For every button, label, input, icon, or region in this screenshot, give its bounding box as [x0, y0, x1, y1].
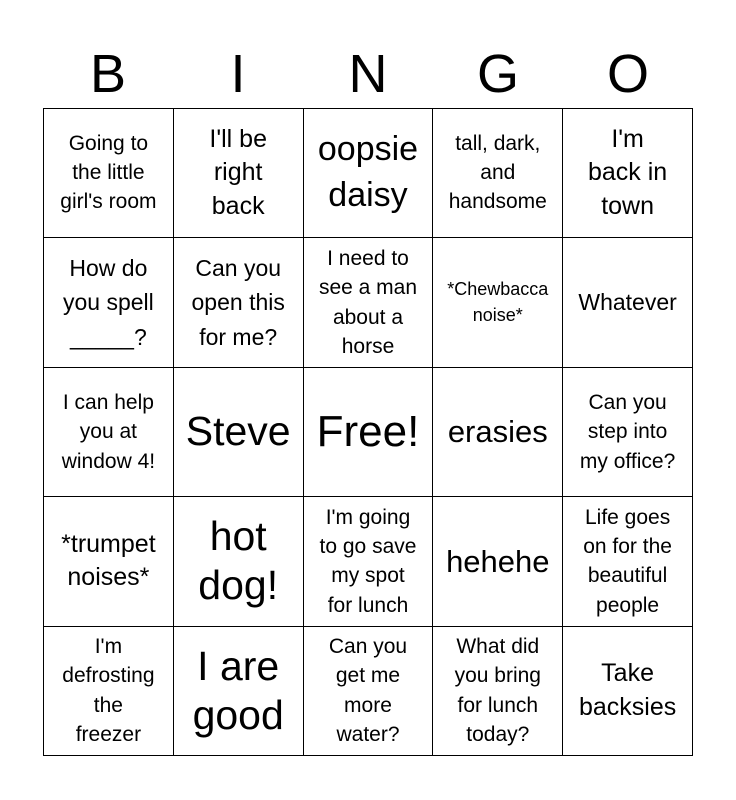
- bingo-cell-b2[interactable]: [44, 238, 174, 367]
- bingo-cell-n1[interactable]: [304, 109, 434, 238]
- cell-label: I'll be right back: [209, 124, 267, 221]
- cell-label: I'm going to go save my spot for lunch: [319, 505, 417, 617]
- cell-label: I are good: [192, 642, 284, 738]
- header-letter-i: I: [230, 44, 246, 104]
- header-letter-b: B: [89, 44, 127, 104]
- cell-label: Whatever: [578, 289, 677, 316]
- cell-label: Can you open this for me?: [191, 254, 285, 350]
- cell-label: I'm back in town: [587, 124, 668, 221]
- header-letter-g: G: [476, 44, 519, 104]
- cell-label: I can help you at window 4!: [61, 390, 156, 473]
- bingo-cell-i1[interactable]: [174, 109, 304, 238]
- cell-label: I'm defrosting the freezer: [62, 635, 155, 747]
- bingo-cell-g1[interactable]: [433, 109, 563, 238]
- bingo-cell-o2[interactable]: [563, 238, 693, 367]
- bingo-cell-i5[interactable]: [174, 627, 304, 756]
- bingo-cell-o5[interactable]: [563, 627, 693, 756]
- bingo-header: [43, 40, 693, 108]
- bingo-cell-o4[interactable]: [563, 497, 693, 626]
- bingo-cell-n5[interactable]: [304, 627, 434, 756]
- bingo-cell-o1[interactable]: [563, 109, 693, 238]
- cell-label: Can you step into my office?: [579, 390, 676, 473]
- bingo-cell-g5[interactable]: [433, 627, 563, 756]
- bingo-board: [43, 108, 693, 756]
- cell-label: What did you bring for lunch today?: [454, 635, 541, 747]
- cell-label: oopsie daisy: [317, 130, 419, 215]
- cell-label: Steve: [185, 408, 291, 455]
- bingo-cell-n3[interactable]: [304, 368, 434, 497]
- cell-label: hot dog!: [198, 513, 279, 609]
- cell-label: How do you spell _____?: [63, 254, 154, 350]
- cell-label: *trumpet noises*: [61, 529, 156, 592]
- bingo-cell-i4[interactable]: [174, 497, 304, 626]
- bingo-cell-n2[interactable]: [304, 238, 434, 367]
- bingo-cell-b1[interactable]: [44, 109, 174, 238]
- header-letter-o: O: [606, 44, 649, 104]
- bingo-cell-b4[interactable]: [44, 497, 174, 626]
- cell-label: Life goes on for the beautiful people: [583, 505, 672, 617]
- bingo-cell-i2[interactable]: [174, 238, 304, 367]
- cell-label: tall, dark, and handsome: [448, 131, 547, 213]
- cell-label: Can you get me more water?: [328, 635, 408, 747]
- cell-label: erasies: [447, 414, 548, 450]
- cell-label: *Chewbacca noise*: [447, 279, 549, 325]
- cell-label: I need to see a man about a horse: [318, 246, 418, 358]
- bingo-cell-g4[interactable]: [433, 497, 563, 626]
- cell-label: hehehe: [446, 543, 550, 579]
- bingo-cell-i3[interactable]: [174, 368, 304, 497]
- cell-label: Going to the little girl's room: [60, 131, 157, 213]
- bingo-cell-g2[interactable]: [433, 238, 563, 367]
- bingo-cell-b3[interactable]: [44, 368, 174, 497]
- bingo-cell-b5[interactable]: [44, 627, 174, 756]
- header-letter-n: N: [348, 44, 388, 104]
- bingo-cell-o3[interactable]: [563, 368, 693, 497]
- free-space: Free!: [316, 407, 420, 457]
- cell-label: Take backsies: [578, 659, 677, 721]
- bingo-cell-g3[interactable]: [433, 368, 563, 497]
- bingo-cell-n4[interactable]: [304, 497, 434, 626]
